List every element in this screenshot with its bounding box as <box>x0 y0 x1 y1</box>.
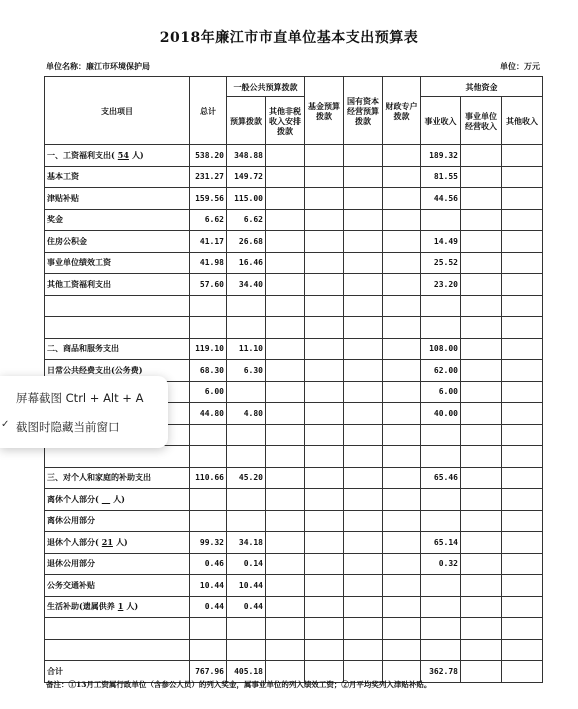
cell-empty <box>344 338 383 360</box>
cell-career: 44.56 <box>421 188 461 210</box>
cell-total <box>190 618 227 640</box>
cell-total <box>190 317 227 339</box>
cell-empty <box>344 446 383 468</box>
cell-empty <box>502 661 543 683</box>
cell-empty <box>344 596 383 618</box>
cell-empty <box>305 145 344 167</box>
cell-empty <box>383 639 421 661</box>
header-item: 支出项目 <box>45 77 190 145</box>
table-row <box>45 166 543 188</box>
cell-empty <box>305 639 344 661</box>
cell-career: 65.46 <box>421 467 461 489</box>
table-row <box>45 145 543 167</box>
cell-empty <box>383 231 421 253</box>
cell-empty <box>461 596 502 618</box>
row-label: 其他工资福利支出 <box>45 274 190 296</box>
cell-empty <box>344 360 383 382</box>
footnote: 备注：①13月工资属行政单位（含参公人员）的列入奖金，属事业单位的列入绩效工资；②月平均奖列入津贴补贴。 <box>46 680 432 689</box>
cell-total: 10.44 <box>190 575 227 597</box>
hide-window-menu-item[interactable]: 截图时隐藏当前窗口 <box>16 420 120 434</box>
cell-empty <box>461 145 502 167</box>
cell-empty <box>383 360 421 382</box>
cell-career <box>421 209 461 231</box>
cell-career: 65.14 <box>421 532 461 554</box>
cell-empty <box>383 618 421 640</box>
cell-empty <box>305 338 344 360</box>
table-row <box>45 317 543 339</box>
cell-empty <box>266 317 305 339</box>
cell-total <box>190 489 227 511</box>
unit-name: 单位名称：廉江市环境保护局 <box>46 61 150 71</box>
cell-total: 68.30 <box>190 360 227 382</box>
cell-empty <box>461 424 502 446</box>
table-row <box>45 231 543 253</box>
cell-empty <box>502 145 543 167</box>
table-row <box>45 338 543 360</box>
cell-empty <box>461 575 502 597</box>
cell-budget: 11.10 <box>227 338 266 360</box>
cell-empty <box>502 553 543 575</box>
cell-total <box>190 446 227 468</box>
cell-empty <box>305 381 344 403</box>
cell-empty <box>305 295 344 317</box>
cell-budget <box>227 317 266 339</box>
row-label: 退休个人部分( 21 人) <box>45 532 190 554</box>
cell-total: 231.27 <box>190 166 227 188</box>
cell-empty <box>266 510 305 532</box>
cell-empty <box>344 274 383 296</box>
cell-career <box>421 489 461 511</box>
table-row <box>45 532 543 554</box>
cell-empty <box>502 209 543 231</box>
cell-total: 0.46 <box>190 553 227 575</box>
cell-total: 6.00 <box>190 381 227 403</box>
cell-empty <box>266 252 305 274</box>
cell-empty <box>502 596 543 618</box>
cell-career <box>421 575 461 597</box>
cell-empty <box>461 188 502 210</box>
cell-career <box>421 510 461 532</box>
cell-empty <box>461 209 502 231</box>
cell-career: 23.20 <box>421 274 461 296</box>
header-fund: 基金预算拨款 <box>305 77 344 145</box>
cell-total: 99.32 <box>190 532 227 554</box>
cell-empty <box>305 510 344 532</box>
cell-empty <box>461 446 502 468</box>
cell-budget: 6.62 <box>227 209 266 231</box>
cell-empty <box>502 166 543 188</box>
cell-budget <box>227 446 266 468</box>
cell-empty <box>383 446 421 468</box>
cell-career: 0.32 <box>421 553 461 575</box>
page-title: 2018年廉江市市直单位基本支出预算表 <box>159 30 419 46</box>
cell-empty <box>383 489 421 511</box>
row-label <box>45 317 190 339</box>
cell-empty <box>344 489 383 511</box>
cell-budget <box>227 381 266 403</box>
row-label: 住房公积金 <box>45 231 190 253</box>
cell-empty <box>383 532 421 554</box>
cell-total <box>190 510 227 532</box>
cell-empty <box>266 532 305 554</box>
cell-total: 538.20 <box>190 145 227 167</box>
cell-empty <box>266 575 305 597</box>
cell-empty <box>344 403 383 425</box>
cell-empty <box>502 295 543 317</box>
header-career-unit: 事业单位经营收入 <box>461 97 502 145</box>
screenshot-menu <box>0 376 168 448</box>
cell-budget: 405.18 <box>227 661 266 683</box>
cell-empty <box>266 231 305 253</box>
cell-total: 41.98 <box>190 252 227 274</box>
cell-budget <box>227 618 266 640</box>
cell-career <box>421 295 461 317</box>
table-row <box>45 295 543 317</box>
cell-budget <box>227 510 266 532</box>
cell-empty <box>305 446 344 468</box>
cell-budget <box>227 639 266 661</box>
cell-empty <box>305 209 344 231</box>
cell-empty <box>266 166 305 188</box>
cell-empty <box>502 532 543 554</box>
cell-total: 41.17 <box>190 231 227 253</box>
row-label: 日常公共经费支出(公务费) <box>45 360 190 382</box>
cell-empty <box>266 274 305 296</box>
cell-budget: 16.46 <box>227 252 266 274</box>
cell-empty <box>383 209 421 231</box>
cell-career <box>421 596 461 618</box>
cell-empty <box>305 403 344 425</box>
row-label: 津贴补贴 <box>45 188 190 210</box>
cell-empty <box>305 360 344 382</box>
cell-total <box>190 639 227 661</box>
cell-empty <box>502 188 543 210</box>
cell-empty <box>502 639 543 661</box>
cell-empty <box>344 510 383 532</box>
cell-empty <box>266 467 305 489</box>
cell-empty <box>344 231 383 253</box>
cell-budget: 149.72 <box>227 166 266 188</box>
check-icon: ✓ <box>1 419 10 430</box>
cell-empty <box>344 188 383 210</box>
cell-career: 362.78 <box>421 661 461 683</box>
cell-budget: 34.18 <box>227 532 266 554</box>
cell-empty <box>383 317 421 339</box>
cell-empty <box>383 252 421 274</box>
cell-empty <box>461 360 502 382</box>
table-row <box>45 252 543 274</box>
cell-empty <box>305 317 344 339</box>
cell-empty <box>266 489 305 511</box>
cell-budget: 0.14 <box>227 553 266 575</box>
cell-empty <box>266 553 305 575</box>
cell-empty <box>344 295 383 317</box>
cell-empty <box>383 295 421 317</box>
cell-empty <box>461 403 502 425</box>
cell-empty <box>461 510 502 532</box>
cell-career <box>421 446 461 468</box>
cell-total <box>190 295 227 317</box>
cell-empty <box>344 381 383 403</box>
row-label: 事业单位绩效工资 <box>45 252 190 274</box>
cell-budget: 45.20 <box>227 467 266 489</box>
row-label: 三、对个人和家庭的补助支出 <box>45 467 190 489</box>
cell-empty <box>502 381 543 403</box>
cell-empty <box>502 424 543 446</box>
cell-empty <box>344 424 383 446</box>
cell-empty <box>266 188 305 210</box>
table-row <box>45 510 543 532</box>
row-label <box>45 295 190 317</box>
cell-total: 44.80 <box>190 403 227 425</box>
cell-empty <box>305 166 344 188</box>
cell-empty <box>305 188 344 210</box>
cell-total: 119.10 <box>190 338 227 360</box>
row-label <box>45 446 190 468</box>
cell-empty <box>461 618 502 640</box>
row-label <box>45 618 190 640</box>
cell-empty <box>266 596 305 618</box>
cell-budget <box>227 295 266 317</box>
cell-empty <box>383 424 421 446</box>
cell-empty <box>305 596 344 618</box>
header-total: 总计 <box>190 77 227 145</box>
cell-budget: 0.44 <box>227 596 266 618</box>
row-label: 生活补助(遗属供养 1 人) <box>45 596 190 618</box>
cell-empty <box>266 424 305 446</box>
table-row <box>45 575 543 597</box>
cell-budget: 6.30 <box>227 360 266 382</box>
cell-empty <box>502 360 543 382</box>
cell-budget: 26.68 <box>227 231 266 253</box>
table-row <box>45 446 543 468</box>
cell-empty <box>502 446 543 468</box>
cell-empty <box>502 403 543 425</box>
cell-empty <box>461 252 502 274</box>
cell-empty <box>305 424 344 446</box>
cell-empty <box>502 510 543 532</box>
cell-empty <box>383 381 421 403</box>
cell-empty <box>344 209 383 231</box>
cell-empty <box>383 575 421 597</box>
cell-total: 57.60 <box>190 274 227 296</box>
cell-empty <box>305 553 344 575</box>
cell-empty <box>344 252 383 274</box>
table-row <box>45 467 543 489</box>
cell-career <box>421 639 461 661</box>
cell-empty <box>461 489 502 511</box>
cell-empty <box>383 188 421 210</box>
cell-empty <box>305 575 344 597</box>
cell-budget: 10.44 <box>227 575 266 597</box>
cell-budget: 348.88 <box>227 145 266 167</box>
cell-empty <box>461 231 502 253</box>
cell-empty <box>461 317 502 339</box>
table-row <box>45 274 543 296</box>
cell-empty <box>344 166 383 188</box>
screenshot-menu-item[interactable]: 屏幕截图 Ctrl + Alt + A <box>16 391 144 405</box>
cell-empty <box>305 467 344 489</box>
cell-empty <box>502 618 543 640</box>
cell-empty <box>305 231 344 253</box>
row-label: 离休公用部分 <box>45 510 190 532</box>
header-other-nontax: 其他非税收入安排拨款 <box>266 97 305 145</box>
cell-total: 767.96 <box>190 661 227 683</box>
row-label: 退休公用部分 <box>45 553 190 575</box>
cell-empty <box>266 381 305 403</box>
row-label: 公务交通补贴 <box>45 575 190 597</box>
table-row <box>45 639 543 661</box>
cell-empty <box>461 553 502 575</box>
row-label: 二、商品和服务支出 <box>45 338 190 360</box>
cell-empty <box>502 274 543 296</box>
cell-empty <box>344 639 383 661</box>
cell-career: 189.32 <box>421 145 461 167</box>
cell-empty <box>461 274 502 296</box>
cell-empty <box>461 467 502 489</box>
cell-empty <box>502 489 543 511</box>
cell-budget: 34.40 <box>227 274 266 296</box>
row-label: 基本工资 <box>45 166 190 188</box>
cell-empty <box>461 338 502 360</box>
row-label: 一、工资福利支出( 54 人) <box>45 145 190 167</box>
cell-empty <box>344 575 383 597</box>
cell-empty <box>344 317 383 339</box>
cell-empty <box>502 252 543 274</box>
cell-empty <box>344 467 383 489</box>
cell-budget <box>227 489 266 511</box>
cell-career <box>421 424 461 446</box>
table-row <box>45 489 543 511</box>
cell-budget <box>227 424 266 446</box>
cell-empty <box>461 639 502 661</box>
row-label: 离休个人部分( 人) <box>45 489 190 511</box>
cell-empty <box>344 532 383 554</box>
cell-empty <box>502 575 543 597</box>
cell-empty <box>305 274 344 296</box>
cell-empty <box>266 338 305 360</box>
cell-empty <box>266 446 305 468</box>
cell-empty <box>461 661 502 683</box>
cell-empty <box>383 510 421 532</box>
cell-empty <box>502 338 543 360</box>
row-label: 奖金 <box>45 209 190 231</box>
cell-total: 0.44 <box>190 596 227 618</box>
cell-empty <box>344 618 383 640</box>
header-state-capital: 国有资本经营预算拨款 <box>344 77 383 145</box>
cell-empty <box>266 403 305 425</box>
cell-empty <box>502 317 543 339</box>
cell-empty <box>502 467 543 489</box>
cell-empty <box>266 209 305 231</box>
table-row <box>45 209 543 231</box>
cell-empty <box>383 274 421 296</box>
cell-career: 108.00 <box>421 338 461 360</box>
table-row <box>45 553 543 575</box>
cell-career: 14.49 <box>421 231 461 253</box>
header-other-funds: 其他资金 <box>421 77 543 97</box>
cell-empty <box>305 532 344 554</box>
cell-career: 6.00 <box>421 381 461 403</box>
cell-empty <box>461 532 502 554</box>
cell-empty <box>461 295 502 317</box>
cell-total: 110.66 <box>190 467 227 489</box>
unit-measure: 单位：万元 <box>500 61 540 71</box>
table-row <box>45 618 543 640</box>
cell-career: 40.00 <box>421 403 461 425</box>
cell-empty <box>305 489 344 511</box>
cell-empty <box>305 618 344 640</box>
cell-empty <box>305 252 344 274</box>
header-budget-alloc: 预算拨款 <box>227 97 266 145</box>
cell-career: 62.00 <box>421 360 461 382</box>
cell-empty <box>461 166 502 188</box>
table-row <box>45 596 543 618</box>
row-label: 合计 <box>45 661 190 683</box>
cell-career: 25.52 <box>421 252 461 274</box>
cell-empty <box>383 403 421 425</box>
cell-total <box>190 424 227 446</box>
row-label <box>45 639 190 661</box>
cell-empty <box>383 596 421 618</box>
cell-career <box>421 618 461 640</box>
cell-empty <box>383 145 421 167</box>
header-other-income: 其他收入 <box>502 97 543 145</box>
cell-empty <box>383 467 421 489</box>
cell-budget: 115.00 <box>227 188 266 210</box>
cell-career <box>421 317 461 339</box>
cell-empty <box>502 231 543 253</box>
cell-career: 81.55 <box>421 166 461 188</box>
cell-empty <box>461 381 502 403</box>
cell-empty <box>383 553 421 575</box>
cell-total: 159.56 <box>190 188 227 210</box>
cell-empty <box>266 618 305 640</box>
cell-empty <box>383 338 421 360</box>
cell-budget: 4.80 <box>227 403 266 425</box>
header-general: 一般公共预算拨款 <box>227 77 305 97</box>
cell-empty <box>344 145 383 167</box>
cell-empty <box>266 360 305 382</box>
cell-total: 6.62 <box>190 209 227 231</box>
cell-empty <box>383 166 421 188</box>
cell-empty <box>266 295 305 317</box>
header-special: 财政专户拨款 <box>383 77 421 145</box>
cell-empty <box>266 639 305 661</box>
header-career-income: 事业收入 <box>421 97 461 145</box>
cell-empty <box>344 553 383 575</box>
table-row <box>45 188 543 210</box>
cell-empty <box>266 145 305 167</box>
